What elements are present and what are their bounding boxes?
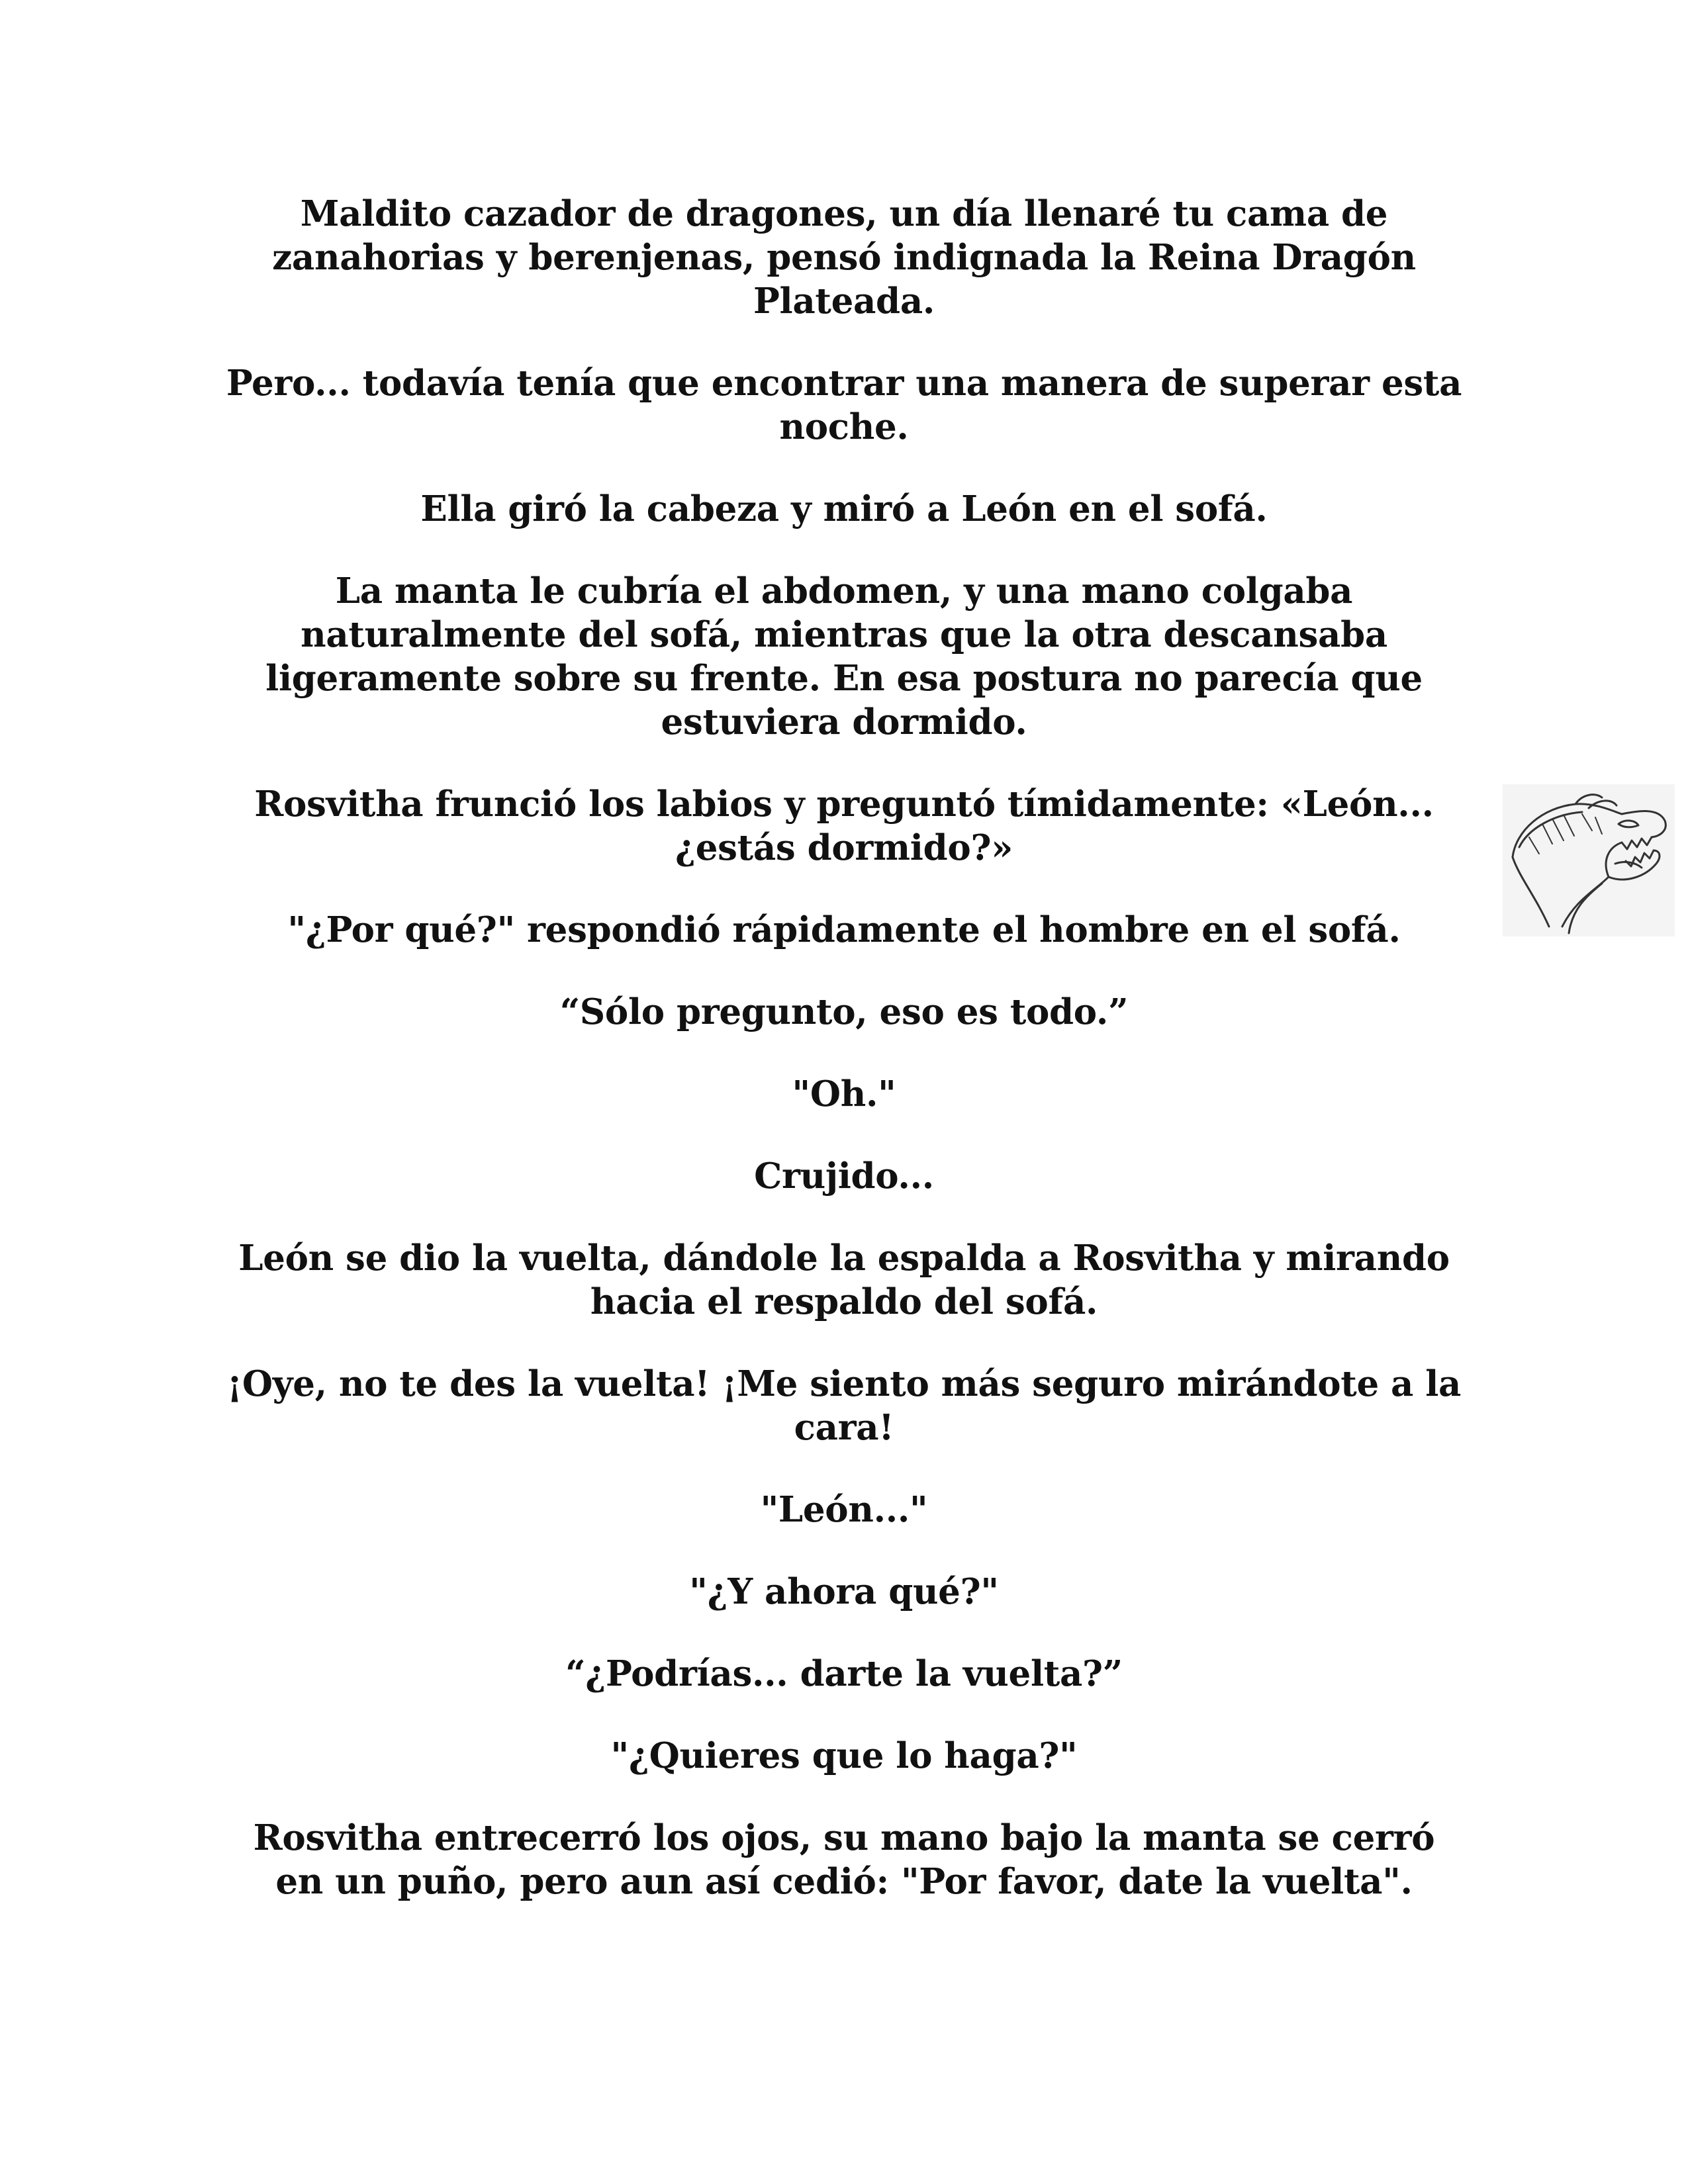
paragraph-6: "¿Por qué?" respondió rápidamente el hombre en el sofá. — [287, 909, 1401, 950]
paragraph-12: "León..." — [760, 1489, 928, 1530]
paragraph-10: León se dio la vuelta, dándole la espalda a Rosvitha y mirando hacia el respaldo del sofá. — [238, 1238, 1450, 1322]
paragraph-5: Rosvitha frunció los labios y preguntó tímidamente: «León... ¿estás dormido?» — [254, 784, 1434, 868]
story-text — [225, 192, 1463, 1942]
paragraph-4: La manta le cubría el abdomen, y una mano colgaba naturalmente del sofá, mientras que la otra descansaba ligeramente sobre su frente. En esa postura no parecía que estuviera dormido. — [265, 570, 1423, 743]
paragraph-1: Maldito cazador de dragones, un día llenaré tu cama de zanahorias y berenjenas, pensó indignada la Reina Dragón Plateada. — [272, 193, 1416, 322]
paragraph-14: “¿Podrías... darte la vuelta?” — [565, 1653, 1123, 1694]
paragraph-11: ¡Oye, no te des la vuelta! ¡Me siento más seguro mirándote a la cara! — [226, 1363, 1462, 1448]
paragraph-13: "¿Y ahora qué?" — [689, 1571, 999, 1612]
paragraph-16: Rosvitha entrecerró los ojos, su mano bajo la manta se cerró en un puño, pero aun así cedió: "Por favor, date la vuelta". — [253, 1817, 1435, 1902]
paragraph-3: Ella giró la cabeza y miró a León en el sofá. — [420, 488, 1268, 529]
paragraph-9: Crujido... — [754, 1156, 934, 1197]
paragraph-7: “Sólo pregunto, eso es todo.” — [559, 991, 1129, 1032]
paragraph-2: Pero... todavía tenía que encontrar una manera de superar esta noche. — [226, 363, 1462, 447]
paragraph-8: "Oh." — [792, 1073, 896, 1115]
paragraph-15: "¿Quieres que lo haga?" — [610, 1735, 1078, 1776]
dragon-head-sketch-icon — [1503, 784, 1675, 936]
